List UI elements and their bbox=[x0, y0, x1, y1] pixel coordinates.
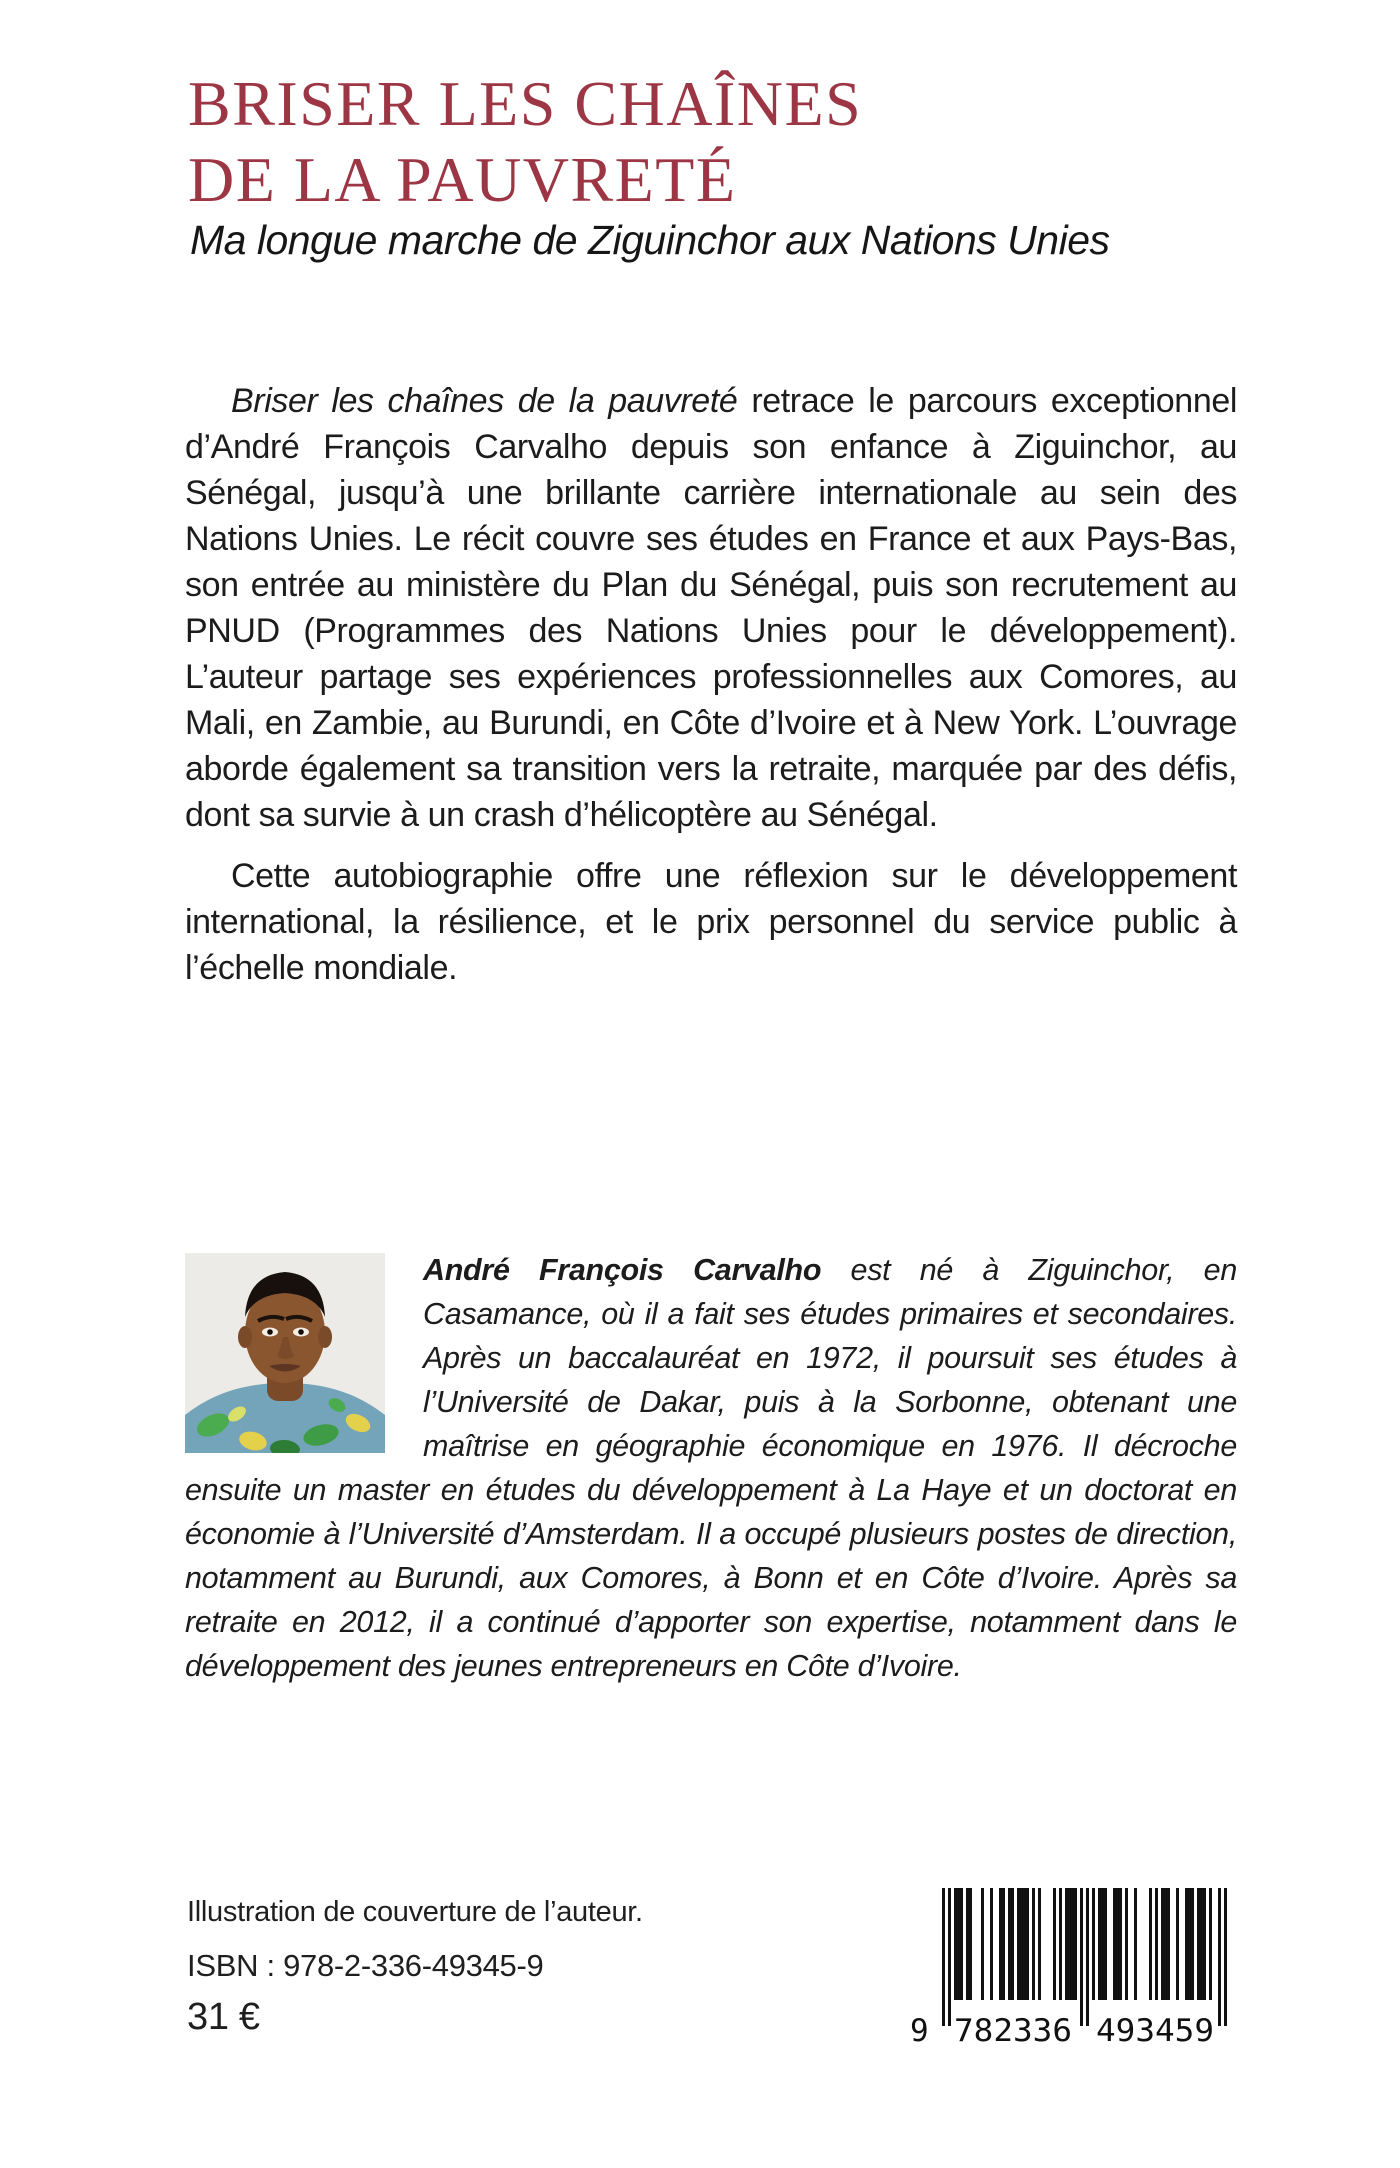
isbn-text: ISBN : 978-2-336-49345-9 bbox=[187, 1948, 544, 1983]
left-ear bbox=[238, 1326, 252, 1348]
synopsis-paragraph-2: Cette autobiographie offre une réflexion sur le développement international, la résilience, et le prix personnel du service public à l’échelle mondiale. bbox=[185, 857, 1237, 987]
synopsis bbox=[185, 378, 1237, 1006]
book-title-line2: DE LA PAUVRETÉ bbox=[188, 144, 737, 215]
right-ear bbox=[318, 1326, 332, 1348]
synopsis-paragraph-1 bbox=[185, 378, 1237, 838]
barcode-digit-first: 9 bbox=[910, 2013, 929, 2048]
book-title-line1: BRISER LES CHAÎNES bbox=[188, 68, 863, 139]
barcode-digits-right: 493459 bbox=[1096, 2013, 1214, 2048]
author-bio-text: est né à Ziguinchor, en Casamance, où il a fait ses études primaires et secondaires. Après un baccalauréat en 1972, il poursuit ses études à l’Université de Dakar, puis à la Sorbonne, obtenant une maîtrise en géographie économique en 1976. Il décroche ensuite un master en études du développement à La Haye et un doctorat en économie à l’Université d’Amsterdam. Il a occupé plusieurs postes de direction, notamment au Burundi, aux Comores, à Bonn et en Côte d’Ivoire. Après sa retraite en 2012, il a continué d’apporter son expertise, notamment dans le développement des jeunes entrepreneurs en Côte d’Ivoire. bbox=[185, 1253, 1237, 1683]
barcode-bars bbox=[942, 1888, 1227, 2026]
synopsis-paragraph-1-text: retrace le parcours exceptionnel d’André François Carvalho depuis son enfance à Ziguinchor, au Sénégal, jusqu’à une brillante carrière internationale au sein des Nations Unies. Le récit couvre ses études en France et aux Pays-Bas, son entrée au ministère du Plan du Sénégal, puis son recrutement au PNUD (Programmes des Nations Unies pour le développement). L’auteur partage ses expériences professionnelles aux Comores, au Mali, en Zambie, au Burundi, en Côte d’Ivoire et à New York. L’ouvrage aborde également sa transition vers la retraite, marquée par des défis, dont sa survie à un crash d’hélicoptère au Sénégal. bbox=[185, 382, 1237, 834]
author-name: André François Carvalho bbox=[423, 1253, 822, 1287]
price-text: 31 € bbox=[187, 1996, 260, 2038]
author-bio-section bbox=[185, 1248, 1237, 1688]
barcode-digits-left: 782336 bbox=[954, 2013, 1072, 2048]
ean13-barcode bbox=[900, 1888, 1240, 2048]
book-subtitle: Ma longue marche de Ziguinchor aux Nations Unies bbox=[190, 217, 1110, 263]
author-photo bbox=[185, 1253, 385, 1453]
illustration-credit: Illustration de couverture de l’auteur. bbox=[187, 1896, 643, 1928]
synopsis-title-italic: Briser les chaînes de la pauvreté bbox=[231, 382, 738, 420]
book-title bbox=[188, 66, 862, 218]
